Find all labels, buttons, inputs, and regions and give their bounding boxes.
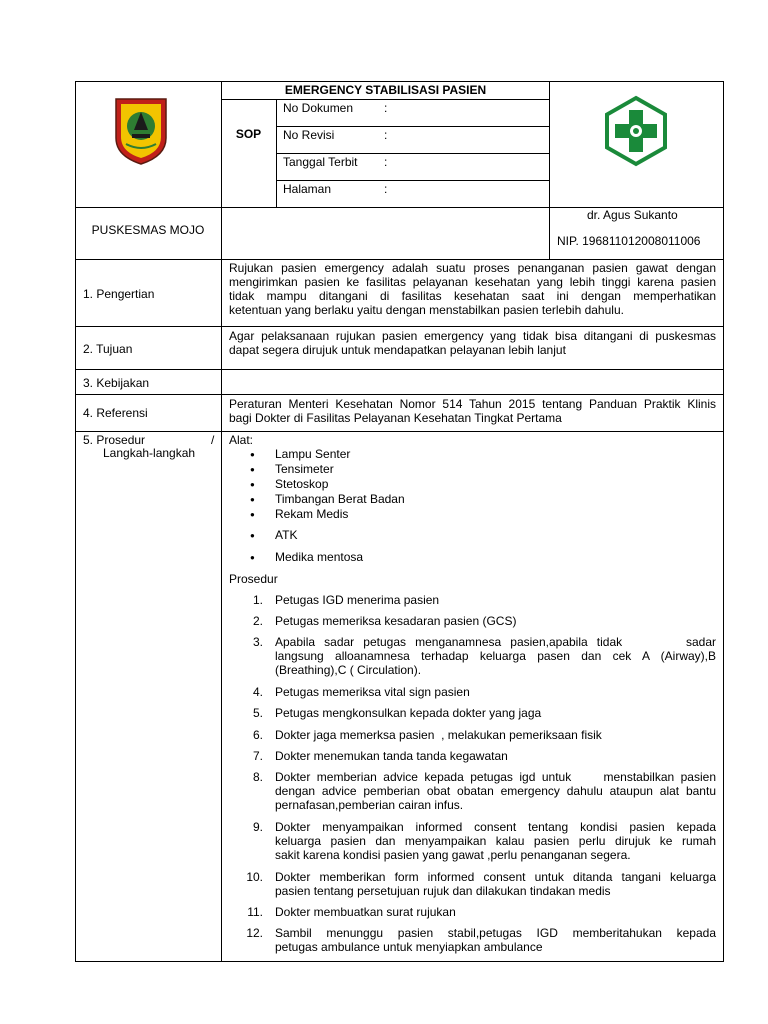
field-tanggal-terbit-label: Tanggal Terbit [283, 155, 358, 169]
step-number: 1. [252, 593, 263, 607]
step-number: 3. [252, 635, 263, 649]
section-pengertian-text: Rujukan pasien emergency adalah suatu proses penanganan pasien gawat dengan mengirimkan pasien ke fasilitas pelayanan kesehatan yang lebih tinggi karena pasien tidak mampu ditangani di fasilitas kesehatan saat ini dengan memperhatikan ketentuan yang berlaku yaitu dengan menstabilkan pasien terlebih dahulu. [229, 261, 716, 317]
step-text: Petugas mengkonsulkan kepada dokter yang jaga [275, 706, 542, 720]
org-name: PUSKESMAS MOJO [91, 223, 205, 237]
step-number: 5. [252, 706, 263, 720]
step-number: 12. [246, 926, 263, 940]
list-item: ● Tensimeter [250, 462, 405, 477]
section-prosedur-slash: / [211, 433, 215, 447]
regency-crest-logo [112, 96, 170, 166]
section-tujuan-text: Agar pelaksanaan rujukan pasien emergency yang tidak bisa ditangani di puskesmas dapat segera dirujuk untuk mendapatkan pelayanan lebih lanjut [229, 329, 716, 357]
prosedur-title: Prosedur [229, 572, 278, 586]
step-number: 10. [246, 870, 263, 884]
step-text: Sambil menunggu pasien stabil,petugas IGD memberitahukan kepada petugas ambulance untuk menyiapkan ambulance [275, 926, 716, 954]
section-pengertian-label: 1. Pengertian [83, 287, 155, 301]
alat-title: Alat: [229, 433, 254, 447]
list-item: ● Lampu Senter [250, 447, 405, 462]
step-number: 9. [252, 820, 263, 834]
list-item: ● Rekam Medis [250, 507, 405, 522]
step-number: 2. [252, 614, 263, 628]
section-prosedur-label-2: Langkah-langkah [103, 446, 196, 460]
step-number: 11. [247, 905, 263, 919]
field-no-revisi-sep: : [384, 128, 388, 142]
step-text: Petugas memeriksa kesadaran pasien (GCS) [275, 614, 517, 628]
step-text: Petugas memeriksa vital sign pasien [275, 685, 470, 699]
step-number: 4. [252, 685, 263, 699]
field-no-dokumen-label: No Dokumen [283, 101, 354, 115]
step-text: Dokter memberikan form informed consent untuk ditanda tangani keluarga pasien tentang persetujuan rujuk dan dilakukan tindakan medis [275, 870, 716, 898]
section-kebijakan-label: 3. Kebijakan [83, 376, 150, 390]
list-item: ● ATK [250, 528, 405, 543]
step-text: Dokter menyampaikan informed consent tentang kondisi pasien kepada keluarga pasien dan menyampaikan kalau pasien perlu dirujuk ke rumah sakit karena kondisi pasien yang gawat ,perlu penanganan segera. [275, 820, 716, 862]
step-text: Apabila sadar petugas menganamnesa pasien,apabila tidak sadar langsung alloanamnesa terhadap keluarga pasen dan cek A (Airway),B (Breathing),C ( Circulation). [275, 635, 716, 677]
field-halaman-label: Halaman [283, 182, 332, 196]
field-halaman-sep: : [384, 182, 388, 196]
step-text: Dokter menemukan tanda tanda kegawatan [275, 749, 508, 763]
sop-label: SOP [235, 127, 262, 141]
step-text: Dokter membuatkan surat rujukan [275, 905, 456, 919]
step-number: 6. [252, 728, 263, 742]
list-item: ● Timbangan Berat Badan [250, 492, 405, 507]
step-text: Dokter jaga memerksa pasien , melakukan pemeriksaan fisik [275, 728, 602, 742]
step-text: Dokter memberian advice kepada petugas igd untuk menstabilkan pasien dengan advice pemberian obat obatan emergency dahulu ataupun alat bantu pernafasan,pemberian cairan infus. [275, 770, 716, 812]
field-no-dokumen-sep: : [384, 101, 388, 115]
field-tanggal-terbit-sep: : [384, 155, 388, 169]
section-tujuan-label: 2. Tujuan [83, 342, 133, 356]
step-number: 7. [252, 749, 263, 763]
list-item: ● Medika mentosa [250, 550, 405, 565]
signatory-nip: NIP. 196811012008011006 [557, 234, 701, 248]
step-number: 8. [252, 770, 263, 784]
section-referensi-text: Peraturan Menteri Kesehatan Nomor 514 Tahun 2015 tentang Panduan Praktik Klinis bagi Dokter di Fasilitas Pelayanan Kesehatan Tingkat Pertama [229, 397, 716, 425]
section-prosedur-label: 5. Prosedur [83, 433, 146, 447]
alat-list [250, 447, 405, 565]
step-text: Petugas IGD menerima pasien [275, 593, 440, 607]
section-referensi-label: 4. Referensi [83, 406, 148, 420]
field-no-revisi-label: No Revisi [283, 128, 335, 142]
puskesmas-logo [600, 95, 672, 167]
document-title: EMERGENCY STABILISASI PASIEN [284, 83, 487, 97]
signatory-name: dr. Agus Sukanto [587, 208, 678, 222]
list-item: ● Stetoskop [250, 477, 405, 492]
